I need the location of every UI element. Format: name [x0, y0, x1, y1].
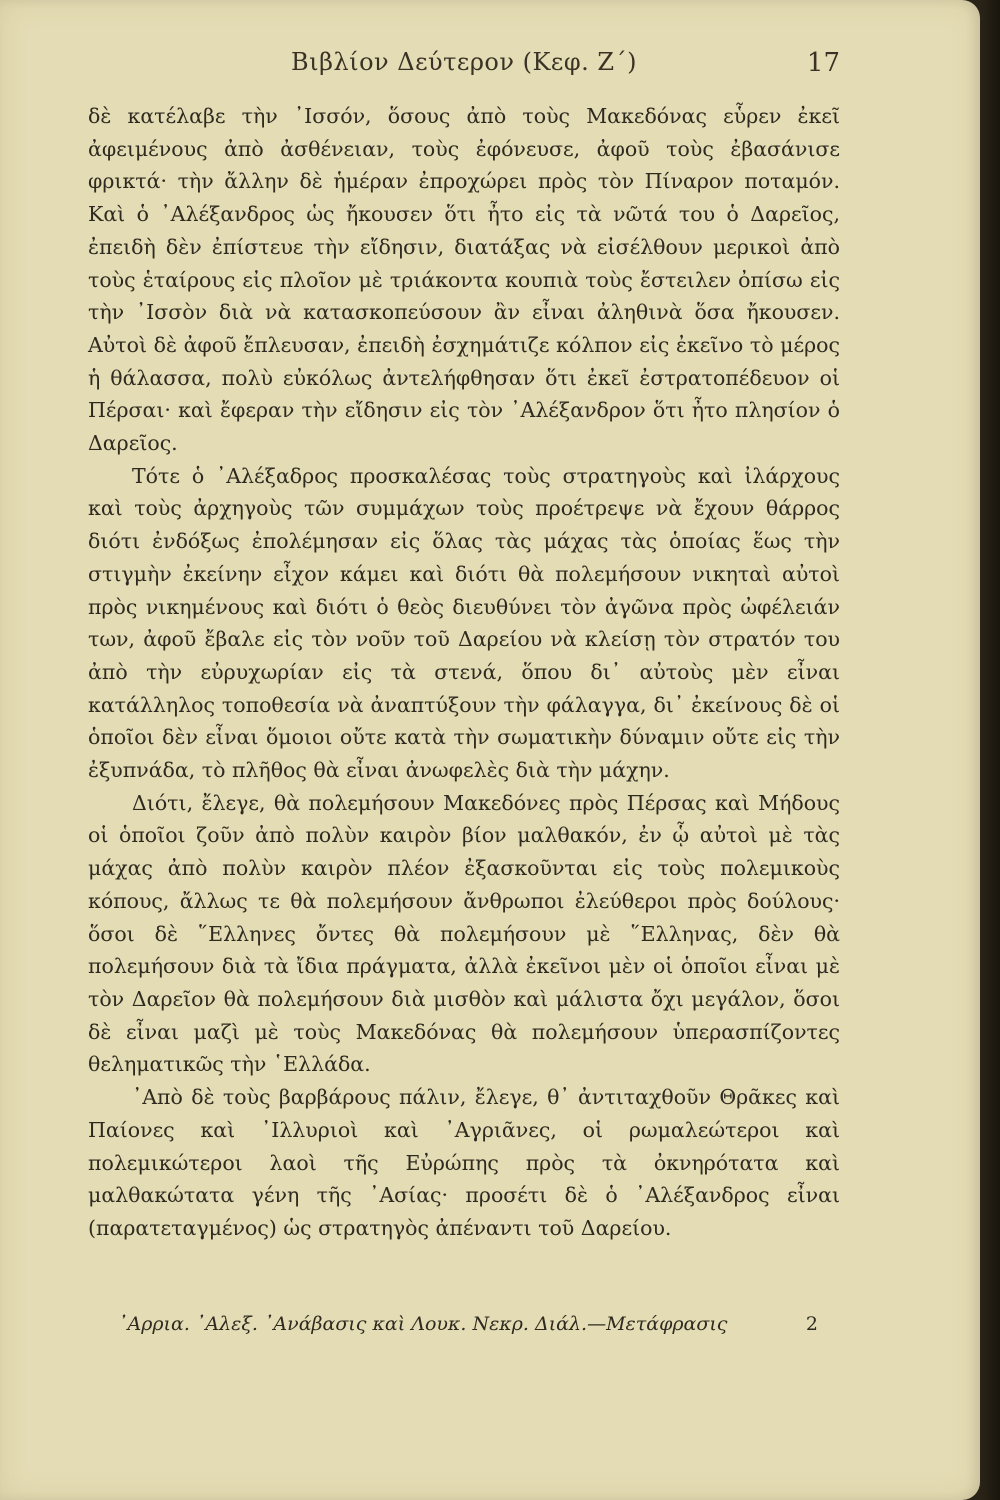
page-edge-shadow: [980, 0, 1000, 1500]
signature-mark: 2: [805, 1313, 818, 1335]
page-number: 17: [806, 48, 840, 78]
footer-reference: ᾿Αρρια. ᾿Αλεξ. ᾿Ανάβασις καὶ Λουκ. Νεκρ. Διάλ.—Μετάφρασις: [118, 1313, 728, 1335]
page-header: [88, 48, 840, 88]
page-footer: [118, 1313, 818, 1335]
paragraph-4: ᾿Απὸ δὲ τοὺς βαρβάρους πάλιν, ἔλεγε, θ᾿ ἀντιταχθοῦν Θρᾶκες καὶ Παίονες καὶ ᾿Ιλλυριοὶ καὶ ᾿Αγριᾶνες, οἱ ρωμαλεώτεροι καὶ πολεμικώτεροι λαοὶ τῆς Εὐρώπης πρὸς τὰ ὀκνηρότατα καὶ μαλθακώτατα γένη τῆς ᾿Ασίας· προσέτι δὲ ὁ ᾿Αλέξανδρος εἶναι (παρατεταγμένος) ὡς στρατηγὸς ἀπέναντι τοῦ Δαρείου.: [88, 1085, 840, 1240]
running-title: Βιβλίον Δεύτερον (Κεφ. Ζ΄): [291, 48, 637, 76]
paragraph-1: δὲ κατέλαβε τὴν ᾿Ισσόν, ὅσους ἀπὸ τοὺς Μακεδόνας εὗρεν ἐκεῖ ἀφειμένους ἀπὸ ἀσθένειαν, τοὺς ἐφόνευσε, ἀφοῦ τοὺς ἐβασάνισε φρικτά· τὴν ἄλλην δὲ ἡμέραν ἐπροχώρει πρὸς τὸν Πίναρον ποταμόν. Καὶ ὁ ᾿Αλέξανδρος ὡς ἤκουσεν ὅτι ἦτο εἰς τὰ νῶτά του ὁ Δαρεῖος, ἐπειδὴ δὲν ἐπίστευε τὴν εἴδησιν, διατάξας νὰ εἰσέλθουν μερικοὶ ἀπὸ τοὺς ἑταίρους εἰς πλοῖον μὲ τριάκοντα κουπιὰ τοὺς ἔστειλεν ὀπίσω εἰς τὴν ᾿Ισσὸν διὰ νὰ κατασκοπεύσουν ἂν εἶναι ἀληθινὰ ὅσα ἤκουσεν. Αὐτοὶ δὲ ἀφοῦ ἔπλευσαν, ἐπειδὴ ἐσχημάτιζε κόλπον εἰς ἐκεῖνο τὸ μέρος ἡ θάλασσα, πολὺ εὐκόλως ἀντελήφθησαν ὅτι ἐκεῖ ἐστρατοπέδευον οἱ Πέρσαι· καὶ ἔφεραν τὴν εἴδησιν εἰς τὸν ᾿Αλέξανδρον ὅτι ἦτο πλησίον ὁ Δαρεῖος.: [88, 104, 840, 456]
paragraph-2: Τότε ὁ ᾿Αλέξαδρος προσκαλέσας τοὺς στρατηγοὺς καὶ ἰλάρχους καὶ τοὺς ἀρχηγοὺς τῶν συμμάχων τοὺς προέτρεψε νὰ ἔχουν θάρρος διότι ἐνδόξως ἐπολέμησαν εἰς ὅλας τὰς μάχας τὰς ὁποίας ἕως τὴν στιγμὴν ἐκείνην εἶχον κάμει καὶ διότι θὰ πολεμήσουν νικηταὶ αὐτοὶ πρὸς νικημένους καὶ διότι ὁ θεὸς διευθύνει τὸν ἀγῶνα πρὸς ὠφέλειάν των, ἀφοῦ ἔβαλε εἰς τὸν νοῦν τοῦ Δαρείου νὰ κλείσῃ τὸν στρατόν του ἀπὸ τὴν εὐρυχωρίαν εἰς τὰ στενά, ὅπου δι᾿ αὐτοὺς μὲν εἶναι κατάλληλος τοποθεσία νὰ ἀναπτύξουν τὴν φάλαγγα, δι᾿ ἐκείνους δὲ οἱ ὁποῖοι δὲν εἶναι ὅμοιοι οὔτε κατὰ τὴν σωματικὴν δύναμιν οὔτε εἰς τὴν ἐξυπνάδα, τὸ πλῆθος θὰ εἶναι ἀνωφελὲς διὰ τὴν μάχην.: [88, 463, 840, 783]
body-text: [88, 100, 840, 1245]
paragraph-3: Διότι, ἔλεγε, θὰ πολεμήσουν Μακεδόνες πρὸς Πέρσας καὶ Μήδους οἱ ὁποῖοι ζοῦν ἀπὸ πολὺν καιρὸν βίον μαλθακόν, ἐν ᾧ αὐτοὶ μὲ τὰς μάχας ἀπὸ πολὺν καιρὸν πλέον ἐξασκοῦνται εἰς τοὺς πολεμικοὺς κόπους, ἄλλως τε θὰ πολεμήσουν ἄνθρωποι ἐλεύθεροι πρὸς δούλους· ὅσοι δὲ ῞Ελληνες ὄντες θὰ πολεμήσουν μὲ ῞Ελληνας, δὲν θὰ πολεμήσουν διὰ τὰ ἴδια πράγματα, ἀλλὰ ἐκεῖνοι μὲν οἱ ὁποῖοι εἶναι μὲ τὸν Δαρεῖον θὰ πολεμήσουν διὰ μισθὸν καὶ μάλιστα ὄχι μεγάλον, ὅσοι δὲ εἶναι μαζὶ μὲ τοὺς Μακεδόνας θὰ πολεμήσουν ὑπερασπίζοντες θεληματικῶς τὴν ῾Ελλάδα.: [88, 790, 840, 1077]
